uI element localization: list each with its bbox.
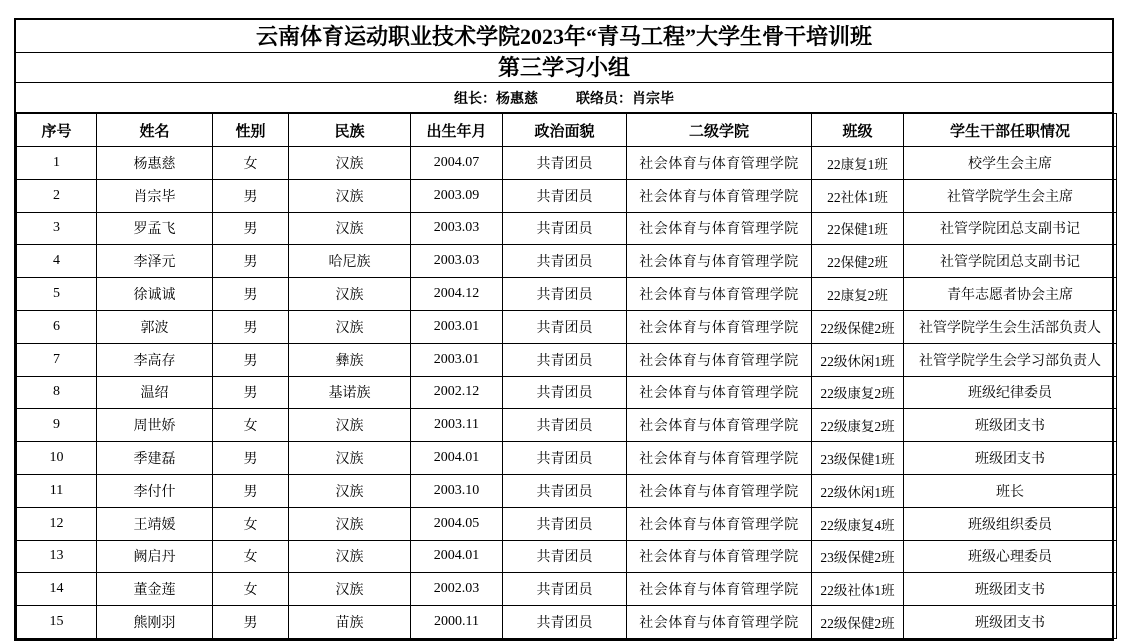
table-cell: 共青团员 [503, 606, 627, 639]
table-cell: 社会体育与体育管理学院 [627, 540, 812, 573]
table-cell: 温绍 [97, 376, 213, 409]
table-cell: 共青团员 [503, 245, 627, 278]
table-cell: 22级康复2班 [812, 376, 904, 409]
table-cell: 9 [17, 409, 97, 442]
table-cell: 社会体育与体育管理学院 [627, 409, 812, 442]
table-cell: 2003.01 [411, 310, 503, 343]
table-row [17, 540, 1117, 573]
table-cell: 22社体1班 [812, 179, 904, 212]
table-row [17, 474, 1117, 507]
table-row [17, 442, 1117, 475]
table-body [17, 147, 1117, 639]
table-cell: 男 [213, 606, 289, 639]
header-cell: 二级学院 [627, 114, 812, 147]
table-cell: 班级心理委员 [904, 540, 1117, 573]
table-cell: 共青团员 [503, 507, 627, 540]
group-leader [454, 88, 538, 108]
table-cell: 共青团员 [503, 278, 627, 311]
table-cell: 共青团员 [503, 212, 627, 245]
table-cell: 社会体育与体育管理学院 [627, 147, 812, 180]
table-cell: 汉族 [289, 409, 411, 442]
table-cell: 班级团支书 [904, 606, 1117, 639]
table-cell: 女 [213, 507, 289, 540]
table-cell: 青年志愿者协会主席 [904, 278, 1117, 311]
document-title: 云南体育运动职业技术学院2023年“青马工程”大学生骨干培训班 [16, 20, 1112, 53]
table-cell: 李泽元 [97, 245, 213, 278]
table-cell: 3 [17, 212, 97, 245]
table-cell: 女 [213, 573, 289, 606]
table-cell: 7 [17, 343, 97, 376]
table-row [17, 310, 1117, 343]
table-cell: 男 [213, 212, 289, 245]
table-cell: 14 [17, 573, 97, 606]
table-cell: 23级保健2班 [812, 540, 904, 573]
table-cell: 共青团员 [503, 179, 627, 212]
table-cell: 哈尼族 [289, 245, 411, 278]
table-cell: 社会体育与体育管理学院 [627, 310, 812, 343]
table-cell: 社管学院团总支副书记 [904, 245, 1117, 278]
header-row [17, 114, 1117, 147]
liaison-name: 肖宗毕 [632, 91, 674, 107]
header-cell: 姓名 [97, 114, 213, 147]
table-cell: 郭波 [97, 310, 213, 343]
table-cell: 22康复2班 [812, 278, 904, 311]
table-cell: 4 [17, 245, 97, 278]
table-cell: 社管学院学生会学习部负责人 [904, 343, 1117, 376]
table-cell: 男 [213, 474, 289, 507]
table-cell: 基诺族 [289, 376, 411, 409]
table-cell: 社会体育与体育管理学院 [627, 606, 812, 639]
table-cell: 男 [213, 310, 289, 343]
table-cell: 2 [17, 179, 97, 212]
table-cell: 汉族 [289, 310, 411, 343]
table-cell: 22康复1班 [812, 147, 904, 180]
table-cell: 11 [17, 474, 97, 507]
table-cell: 杨惠慈 [97, 147, 213, 180]
table-cell: 社会体育与体育管理学院 [627, 212, 812, 245]
header-cell: 出生年月 [411, 114, 503, 147]
table-cell: 10 [17, 442, 97, 475]
header-cell: 政治面貌 [503, 114, 627, 147]
table-cell: 社会体育与体育管理学院 [627, 573, 812, 606]
table-cell: 班级团支书 [904, 409, 1117, 442]
table-cell: 社会体育与体育管理学院 [627, 179, 812, 212]
table-cell: 汉族 [289, 278, 411, 311]
table-cell: 周世娇 [97, 409, 213, 442]
table-cell: 共青团员 [503, 376, 627, 409]
table-row [17, 507, 1117, 540]
group-title: 第三学习小组 [16, 53, 1112, 83]
table-cell: 女 [213, 147, 289, 180]
group-leader-label: 组长： [454, 91, 496, 107]
table-cell: 22级休闲1班 [812, 343, 904, 376]
table-cell: 2003.11 [411, 409, 503, 442]
table-cell: 社会体育与体育管理学院 [627, 474, 812, 507]
table-cell: 男 [213, 245, 289, 278]
table-cell: 汉族 [289, 507, 411, 540]
table-cell: 22级康复2班 [812, 409, 904, 442]
header-cell: 学生干部任职情况 [904, 114, 1117, 147]
table-cell: 汉族 [289, 179, 411, 212]
header-cell: 序号 [17, 114, 97, 147]
table-cell: 李付什 [97, 474, 213, 507]
table-cell: 社会体育与体育管理学院 [627, 442, 812, 475]
table-cell: 5 [17, 278, 97, 311]
table-cell: 共青团员 [503, 540, 627, 573]
table-cell: 汉族 [289, 573, 411, 606]
table-cell: 男 [213, 343, 289, 376]
table-cell: 男 [213, 179, 289, 212]
table-row [17, 212, 1117, 245]
table-cell: 汉族 [289, 540, 411, 573]
table-cell: 8 [17, 376, 97, 409]
table-cell: 班级纪律委员 [904, 376, 1117, 409]
table-row [17, 409, 1117, 442]
header-cell: 性别 [213, 114, 289, 147]
table-row [17, 573, 1117, 606]
table-cell: 22保健2班 [812, 245, 904, 278]
table-row [17, 343, 1117, 376]
table-cell: 2002.12 [411, 376, 503, 409]
table-cell: 2003.01 [411, 343, 503, 376]
table-cell: 董金莲 [97, 573, 213, 606]
table-cell: 共青团员 [503, 147, 627, 180]
table-cell: 共青团员 [503, 474, 627, 507]
table-cell: 共青团员 [503, 310, 627, 343]
table-cell: 社管学院团总支副书记 [904, 212, 1117, 245]
table-cell: 社会体育与体育管理学院 [627, 343, 812, 376]
table-cell: 1 [17, 147, 97, 180]
table-cell: 2002.03 [411, 573, 503, 606]
table-row [17, 147, 1117, 180]
table-cell: 22级保健2班 [812, 606, 904, 639]
table-cell: 男 [213, 278, 289, 311]
table-cell: 6 [17, 310, 97, 343]
table-cell: 校学生会主席 [904, 147, 1117, 180]
table-cell: 肖宗毕 [97, 179, 213, 212]
header-cell: 班级 [812, 114, 904, 147]
table-cell: 熊刚羽 [97, 606, 213, 639]
table-cell: 女 [213, 540, 289, 573]
table-cell: 13 [17, 540, 97, 573]
table-cell: 班长 [904, 474, 1117, 507]
liaison [576, 88, 674, 108]
table-cell: 社会体育与体育管理学院 [627, 278, 812, 311]
table-cell: 2004.12 [411, 278, 503, 311]
table-cell: 22级休闲1班 [812, 474, 904, 507]
table-cell: 班级团支书 [904, 442, 1117, 475]
roster-table [16, 113, 1117, 639]
table-cell: 王靖媛 [97, 507, 213, 540]
table-cell: 男 [213, 442, 289, 475]
table-cell: 共青团员 [503, 573, 627, 606]
table-cell: 共青团员 [503, 409, 627, 442]
header-cell: 民族 [289, 114, 411, 147]
table-row [17, 245, 1117, 278]
table-cell: 社会体育与体育管理学院 [627, 507, 812, 540]
table-cell: 2003.03 [411, 245, 503, 278]
table-cell: 23级保健1班 [812, 442, 904, 475]
table-cell: 汉族 [289, 212, 411, 245]
group-leader-name: 杨惠慈 [496, 91, 538, 107]
table-cell: 彝族 [289, 343, 411, 376]
table-cell: 班级团支书 [904, 573, 1117, 606]
table-row [17, 376, 1117, 409]
table-cell: 社管学院学生会主席 [904, 179, 1117, 212]
roster-sheet [14, 18, 1114, 641]
table-row [17, 179, 1117, 212]
table-cell: 22级康复4班 [812, 507, 904, 540]
table-cell: 季建磊 [97, 442, 213, 475]
table-cell: 22保健1班 [812, 212, 904, 245]
table-cell: 社会体育与体育管理学院 [627, 245, 812, 278]
table-cell: 汉族 [289, 474, 411, 507]
table-cell: 2004.05 [411, 507, 503, 540]
table-cell: 阙启丹 [97, 540, 213, 573]
table-cell: 2004.01 [411, 540, 503, 573]
table-cell: 汉族 [289, 147, 411, 180]
table-cell: 徐诚诚 [97, 278, 213, 311]
table-cell: 12 [17, 507, 97, 540]
table-cell: 社会体育与体育管理学院 [627, 376, 812, 409]
table-cell: 班级组织委员 [904, 507, 1117, 540]
table-cell: 2004.07 [411, 147, 503, 180]
table-cell: 2003.03 [411, 212, 503, 245]
table-cell: 共青团员 [503, 343, 627, 376]
table-cell: 苗族 [289, 606, 411, 639]
table-cell: 罗孟飞 [97, 212, 213, 245]
table-cell: 2004.01 [411, 442, 503, 475]
table-row [17, 278, 1117, 311]
leaders-row [16, 83, 1112, 113]
table-cell: 男 [213, 376, 289, 409]
liaison-label: 联络员： [576, 91, 632, 107]
table-cell: 李高存 [97, 343, 213, 376]
table-cell: 22级保健2班 [812, 310, 904, 343]
table-cell: 2000.11 [411, 606, 503, 639]
table-cell: 2003.09 [411, 179, 503, 212]
table-cell: 15 [17, 606, 97, 639]
table-cell: 汉族 [289, 442, 411, 475]
table-cell: 22级社体1班 [812, 573, 904, 606]
table-row [17, 606, 1117, 639]
table-cell: 女 [213, 409, 289, 442]
table-cell: 2003.10 [411, 474, 503, 507]
table-cell: 社管学院学生会生活部负责人 [904, 310, 1117, 343]
table-cell: 共青团员 [503, 442, 627, 475]
